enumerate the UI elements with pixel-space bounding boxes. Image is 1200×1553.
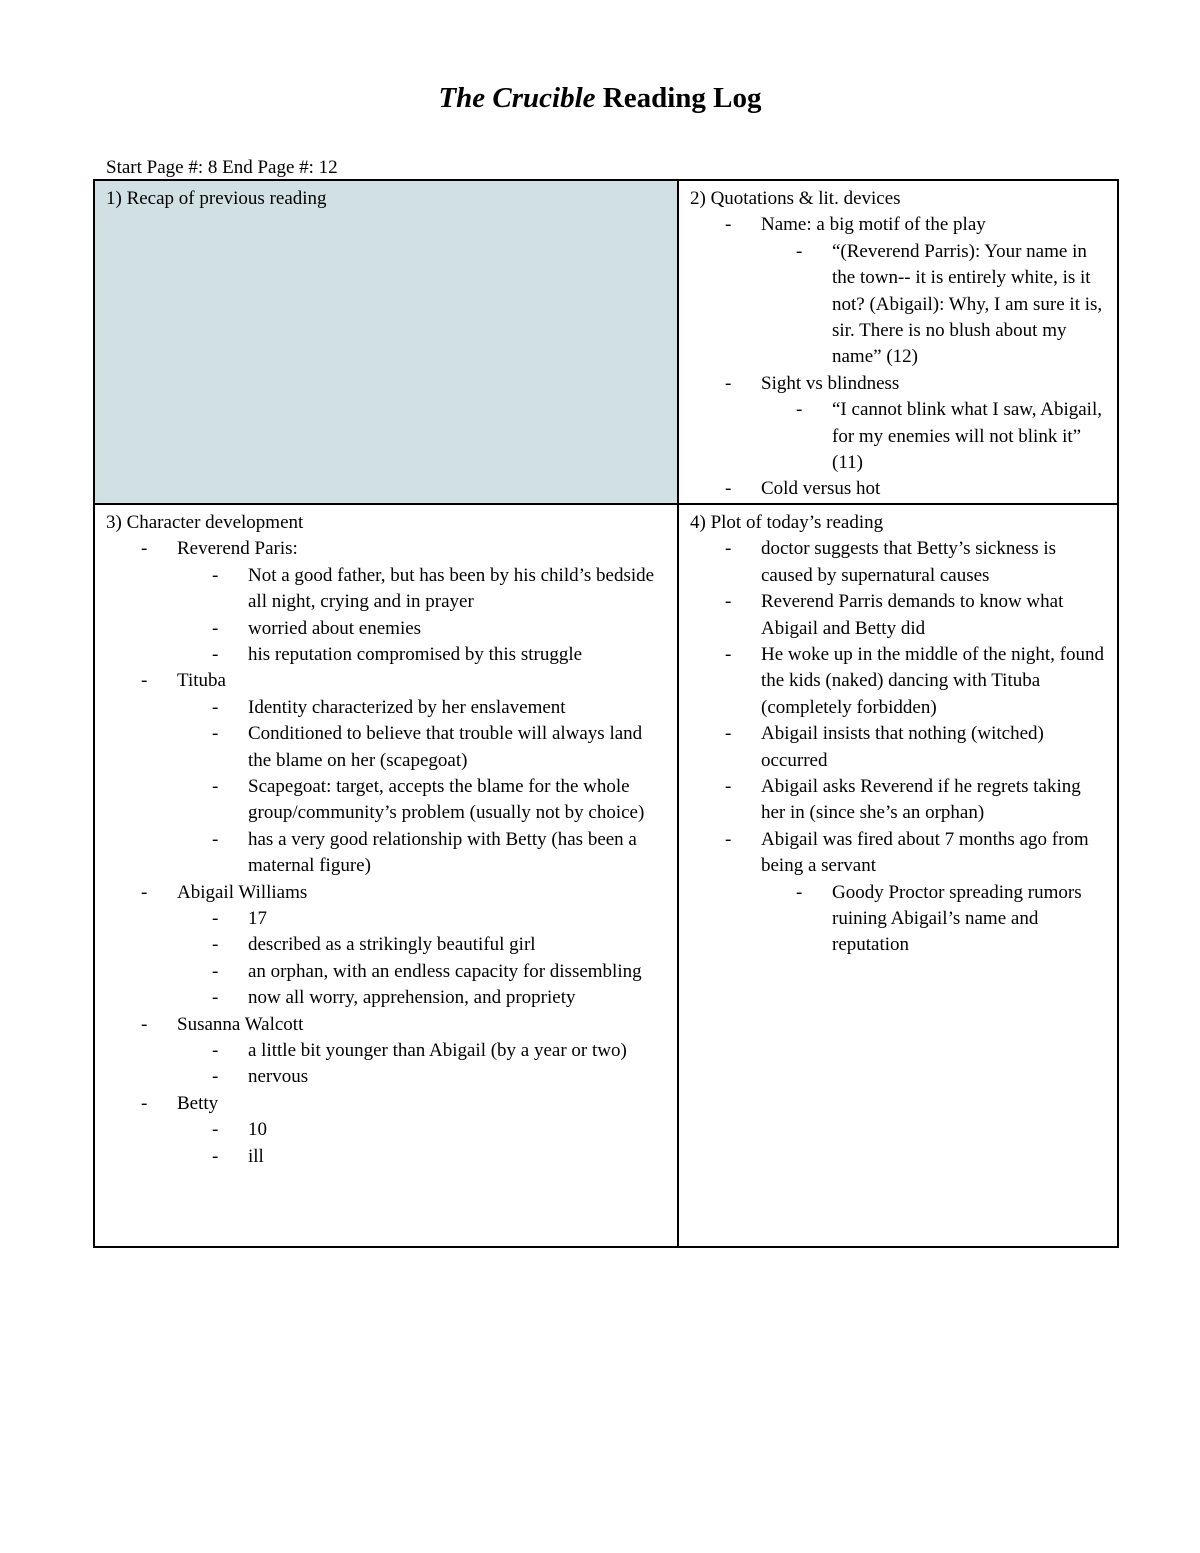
- list-item: [690, 589, 1109, 642]
- sub-list-item-text: his reputation compromised by this struggle: [248, 643, 583, 665]
- list-item: [690, 371, 1109, 477]
- dash-marker: -: [725, 643, 732, 665]
- list-item-text: Name: a big motif of the play: [761, 214, 986, 236]
- dash-marker: -: [141, 670, 148, 692]
- sub-list-item-text: Conditioned to believe that trouble will always land the blame on her (scapegoat): [248, 723, 643, 771]
- sub-list-item: [177, 959, 669, 985]
- sub-list-item-text: 10: [248, 1119, 267, 1141]
- list-item: [690, 212, 1109, 370]
- sub-list-item: [761, 239, 1109, 371]
- dash-marker: -: [212, 934, 219, 956]
- dash-marker: -: [212, 907, 219, 929]
- list-item-text: Betty: [177, 1092, 219, 1114]
- list-item-text: Abigail asks Reverend if he regrets taking her in (since she’s an orphan): [761, 775, 1081, 824]
- sub-list-item: [177, 774, 669, 827]
- dash-marker: -: [212, 564, 219, 586]
- list-item: [690, 774, 1109, 827]
- sub-list-item: [177, 906, 669, 932]
- list-item-text: Abigail was fired about 7 months ago from being a servant: [761, 828, 1089, 877]
- dash-marker: -: [141, 538, 148, 560]
- title-italic: The Crucible: [438, 82, 596, 114]
- sub-list-item-text: a little bit younger than Abigail (by a year or two): [248, 1040, 627, 1061]
- sub-list-item: [177, 563, 669, 616]
- list-item-text: Sight vs blindness: [761, 372, 900, 394]
- sub-list-item-text: now all worry, apprehension, and propriety: [248, 987, 576, 1009]
- sub-list-item-text: has a very good relationship with Betty (has been a maternal figure): [248, 828, 637, 877]
- cell-quotations: [678, 180, 1118, 504]
- dash-marker: -: [141, 1013, 148, 1035]
- list-item-text: Reverend Paris:: [177, 538, 298, 560]
- list-item-text: Reverend Parris demands to know what Abigail and Betty did: [761, 591, 1064, 639]
- sub-list-item-text: ill: [248, 1145, 264, 1167]
- table-row: [94, 504, 1118, 1247]
- list-item-text: doctor suggests that Betty’s sickness is caused by supernatural causes: [761, 538, 1057, 586]
- list-item: [690, 642, 1109, 721]
- dash-marker: -: [212, 987, 219, 1009]
- sub-list: [690, 880, 1109, 959]
- sub-list-item: [177, 616, 669, 642]
- cell-heading: 3) Character development: [106, 511, 304, 533]
- dash-marker: -: [212, 1119, 219, 1141]
- sub-list-item: [177, 932, 669, 958]
- cell-heading: 2) Quotations & lit. devices: [690, 188, 901, 209]
- dash-marker: -: [212, 696, 219, 718]
- reading-log-table: [93, 179, 1119, 1248]
- sub-list-item: [761, 880, 1109, 959]
- cell-heading: 1) Recap of previous reading: [106, 188, 327, 209]
- sub-list: [106, 1038, 669, 1091]
- sub-list-item: [177, 1064, 669, 1090]
- dash-marker: -: [212, 643, 219, 665]
- dash-marker: -: [725, 372, 732, 394]
- page-title: [0, 78, 1200, 118]
- sub-list-item-text: “(Reverend Parris): Your name in the town-- it is entirely white, is it not? (Abigail): Why, I am sure it is, sir. There is no blush about my name” (12): [832, 240, 1103, 368]
- dash-marker: -: [725, 214, 732, 236]
- dash-marker: -: [212, 1145, 219, 1167]
- table-row: [94, 180, 1118, 504]
- sub-list-item-text: Not a good father, but has been by his child’s bedside all night, crying and in prayer: [248, 564, 655, 613]
- sub-list: [106, 563, 669, 669]
- dash-marker: -: [212, 828, 219, 850]
- dash-marker: -: [141, 881, 148, 903]
- sub-list-item-text: worried about enemies: [248, 617, 422, 639]
- list-item: [690, 536, 1109, 589]
- sub-list-item: [177, 827, 669, 880]
- dash-marker: -: [212, 1040, 219, 1061]
- bullet-list: [690, 212, 1109, 502]
- dash-marker: -: [212, 723, 219, 745]
- sub-list-item: [177, 642, 669, 668]
- sub-list-item: [177, 985, 669, 1011]
- dash-marker: -: [796, 881, 803, 903]
- list-item-text: He woke up in the middle of the night, found the kids (naked) dancing with Tituba (completely forbidden): [761, 643, 1104, 718]
- list-item: [690, 827, 1109, 959]
- list-item: [106, 536, 669, 668]
- bullet-list: [106, 536, 669, 1170]
- sub-list: [690, 397, 1109, 476]
- list-item: [690, 476, 1109, 502]
- list-item-text: Susanna Walcott: [177, 1013, 304, 1035]
- sub-list-item-text: Scapegoat: target, accepts the blame for the whole group/community’s problem (usually not by choice): [248, 775, 645, 824]
- sub-list: [106, 1117, 669, 1170]
- dash-marker: -: [212, 960, 219, 982]
- list-item-text: Abigail insists that nothing (witched) occurred: [761, 723, 1044, 771]
- bullet-list: [690, 536, 1109, 959]
- dash-marker: -: [796, 399, 803, 421]
- list-item-text: Abigail Williams: [177, 881, 308, 903]
- dash-marker: -: [725, 591, 732, 613]
- list-item: [106, 1012, 669, 1091]
- list-item: [106, 880, 669, 1012]
- dash-marker: -: [212, 617, 219, 639]
- dash-marker: -: [725, 478, 732, 500]
- sub-list-item-text: Goody Proctor spreading rumors ruining Abigail’s name and reputation: [832, 881, 1082, 956]
- sub-list-item: [177, 721, 669, 774]
- sub-list-item: [177, 1117, 669, 1143]
- dash-marker: -: [212, 775, 219, 797]
- sub-list: [106, 906, 669, 1012]
- dash-marker: -: [725, 538, 732, 560]
- title-rest: Reading Log: [595, 82, 762, 114]
- sub-list-item-text: Identity characterized by her enslavement: [248, 696, 566, 718]
- list-item: [106, 668, 669, 879]
- list-item: [690, 721, 1109, 774]
- sub-list-item: [177, 1144, 669, 1170]
- sub-list-item: [761, 397, 1109, 476]
- sub-list-item: [177, 1038, 669, 1064]
- cell-heading: 4) Plot of today’s reading: [690, 511, 884, 533]
- list-item-text: Cold versus hot: [761, 478, 881, 500]
- dash-marker: -: [725, 723, 732, 745]
- cell-recap: [94, 180, 678, 504]
- sub-list-item: [177, 695, 669, 721]
- sub-list-item-text: described as a strikingly beautiful girl: [248, 934, 536, 956]
- cell-plot: [678, 504, 1118, 1247]
- cell-characters: [94, 504, 678, 1247]
- dash-marker: -: [141, 1092, 148, 1114]
- dash-marker: -: [796, 240, 803, 262]
- sub-list: [106, 695, 669, 880]
- sub-list-item-text: “I cannot blink what I saw, Abigail, for my enemies will not blink it” (11): [832, 399, 1102, 474]
- dash-marker: -: [725, 828, 732, 850]
- sub-list-item-text: nervous: [248, 1066, 309, 1088]
- dash-marker: -: [725, 775, 732, 797]
- page-range: Start Page #: 8 End Page #: 12: [106, 157, 338, 178]
- dash-marker: -: [212, 1066, 219, 1088]
- sub-list-item-text: 17: [248, 907, 267, 929]
- sub-list-item-text: an orphan, with an endless capacity for dissembling: [248, 960, 642, 982]
- list-item: [106, 1091, 669, 1170]
- list-item-text: Tituba: [177, 670, 226, 692]
- sub-list: [690, 239, 1109, 371]
